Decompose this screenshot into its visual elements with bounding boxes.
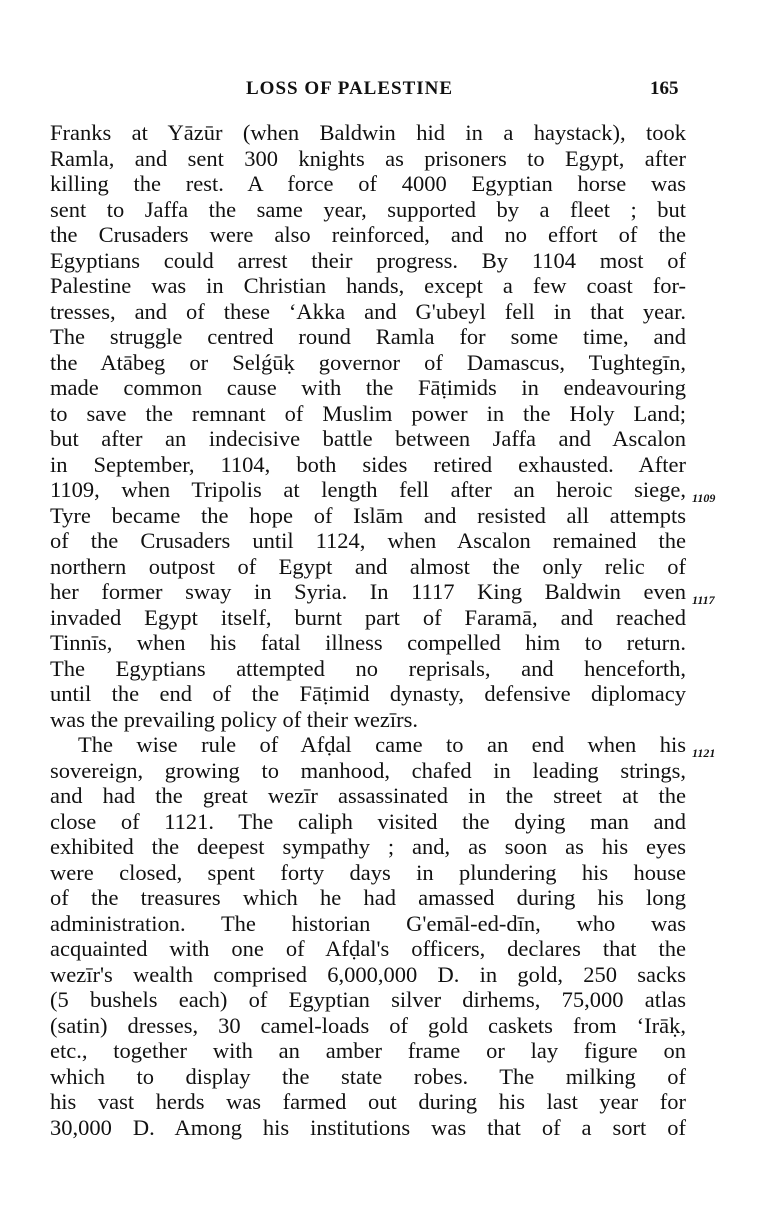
text-line: close of 1121. The caliph visited the dying man and bbox=[50, 808, 686, 834]
text-line: tresses, and of these ‘Akka and G'ubeyl fell in that year. bbox=[50, 298, 686, 324]
margin-date-1117: 1117 bbox=[692, 593, 715, 607]
text-line: invaded Egypt itself, burnt part of Faramā, and reached bbox=[50, 604, 686, 630]
text-line: were closed, spent forty days in plundering his house bbox=[50, 859, 686, 885]
text-line: of the treasures which he had amassed during his long bbox=[50, 885, 686, 910]
text-line: Franks at Yāzūr (when Baldwin hid in a haystack), took bbox=[50, 120, 686, 145]
text-line: until the end of the Fāṭimid dynasty, defensive diplomacy bbox=[50, 681, 686, 706]
text-line: 30,000 D. Among his institutions was that of a sort of bbox=[50, 1114, 686, 1140]
page-number: 165 bbox=[650, 78, 679, 99]
text-line: in September, 1104, both sides retired exhausted. After bbox=[50, 451, 686, 477]
text-line: Tyre became the hope of Islām and resisted all attempts bbox=[50, 502, 686, 528]
text-line: etc., together with an amber frame or lay figure on bbox=[50, 1038, 686, 1063]
text-line: 1109, when Tripolis at length fell after an heroic siege, bbox=[50, 477, 686, 502]
text-line: the Crusaders were also reinforced, and no effort of the bbox=[50, 222, 686, 247]
text-line: northern outpost of Egypt and almost the only relic of bbox=[50, 553, 686, 579]
text-line: was the prevailing policy of their wezīrs. bbox=[50, 706, 419, 732]
text-line: to save the remnant of Muslim power in the Holy Land; bbox=[50, 400, 686, 426]
text-line: but after an indecisive battle between Jaffa and Ascalon bbox=[50, 426, 686, 451]
text-line: of the Crusaders until 1124, when Ascalon remained the bbox=[50, 528, 686, 553]
text-line: the Atābeg or Selǵūḳ governor of Damascus, Tughtegīn, bbox=[50, 349, 686, 375]
text-line: administration. The historian G'emāl-ed-dīn, who was bbox=[50, 910, 686, 936]
page-header bbox=[0, 78, 780, 104]
text-line: Tinnīs, when his fatal illness compelled him to return. bbox=[50, 630, 686, 655]
text-line: The struggle centred round Ramla for some time, and bbox=[50, 324, 686, 349]
text-line: The wise rule of Afḍal came to an end when his bbox=[78, 732, 686, 757]
margin-date-1109: 1109 bbox=[692, 491, 716, 505]
text-line: and had the great wezīr assassinated in the street at the bbox=[50, 783, 686, 808]
text-line: made common cause with the Fāṭimids in endeavouring bbox=[50, 375, 686, 400]
text-line: Egyptians could arrest their progress. By 1104 most of bbox=[50, 247, 686, 273]
text-line: Ramla, and sent 300 knights as prisoners to Egypt, after bbox=[50, 145, 686, 171]
text-line: her former sway in Syria. In 1117 King Baldwin even bbox=[50, 579, 686, 604]
text-line: acquainted with one of Afḍal's officers, declares that the bbox=[50, 936, 686, 961]
text-line: sovereign, growing to manhood, chafed in leading strings, bbox=[50, 757, 686, 783]
text-line: which to display the state robes. The milking of bbox=[50, 1063, 686, 1089]
running-title: LOSS OF PALESTINE bbox=[246, 78, 454, 99]
text-line: killing the rest. A force of 4000 Egyptian horse was bbox=[50, 171, 686, 196]
body-text bbox=[50, 120, 686, 1140]
text-line: wezīr's wealth comprised 6,000,000 D. in gold, 250 sacks bbox=[50, 961, 686, 987]
text-line: Palestine was in Christian hands, except a few coast for- bbox=[50, 273, 686, 298]
text-line: sent to Jaffa the same year, supported by a fleet ; but bbox=[50, 196, 686, 222]
margin-date-1121: 1121 bbox=[692, 746, 716, 760]
text-line: exhibited the deepest sympathy ; and, as soon as his eyes bbox=[50, 834, 686, 859]
text-line: The Egyptians attempted no reprisals, and henceforth, bbox=[50, 655, 686, 681]
text-line: his vast herds was farmed out during his last year for bbox=[50, 1089, 686, 1114]
text-line: (satin) dresses, 30 camel-loads of gold caskets from ‘Irāḳ, bbox=[50, 1012, 686, 1038]
text-line: (5 bushels each) of Egyptian silver dirhems, 75,000 atlas bbox=[50, 987, 686, 1012]
